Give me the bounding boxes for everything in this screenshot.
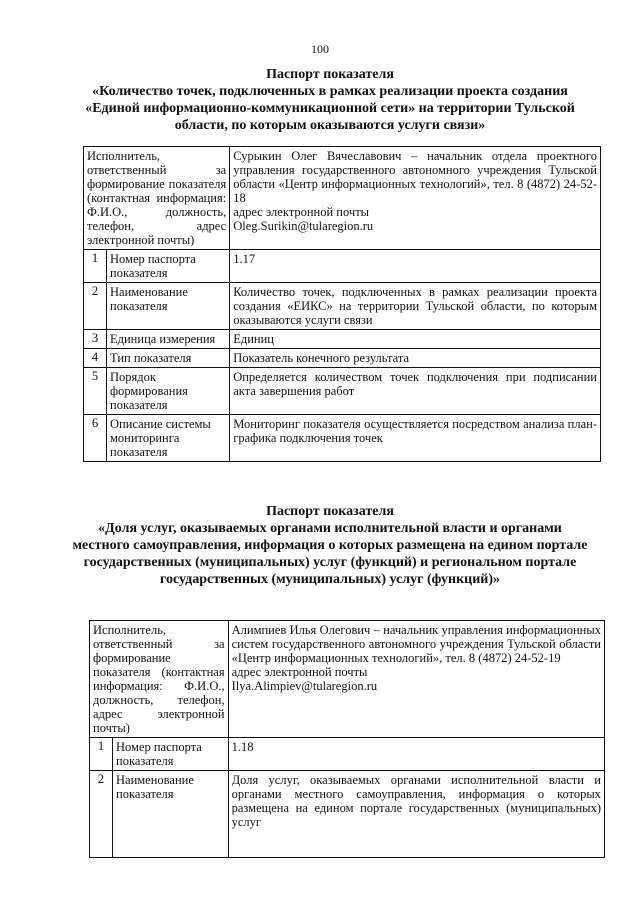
row-value: 1.18 <box>228 738 604 771</box>
executor-email: Ilya.Alimpiev@tularegion.ru <box>231 679 378 693</box>
row-label: Наименование показателя <box>113 771 229 858</box>
section1-title: Паспорт показателя <box>266 67 394 82</box>
passport-table-1 <box>83 146 601 462</box>
passport-table-2 <box>89 620 605 858</box>
section1-heading <box>70 66 590 134</box>
section2-heading <box>70 503 590 588</box>
table-row <box>84 250 601 283</box>
executor-value: Сурыкин Олег Вячеславович – начальник отдела проектного управления государственного автономного учреждения Тульской области «Центр информационных технологий», тел. 8 (4872) 24-52-18 <box>233 149 597 205</box>
table-row <box>90 738 605 771</box>
row-label: Порядок формирования показателя <box>107 368 230 415</box>
row-number: 1 <box>90 738 113 771</box>
table-row <box>84 349 601 368</box>
executor-email: Oleg.Surikin@tularegion.ru <box>233 219 374 233</box>
row-label: Номер паспорта показателя <box>107 250 230 283</box>
section2-title: Паспорт показателя <box>266 504 394 519</box>
executor-row <box>84 147 601 250</box>
executor-email-label: адрес электронной почты <box>233 205 370 219</box>
section1-subtitle: «Количество точек, подключенных в рамках реализации проекта создания «Единой информационно-коммуникационной сети» на территории Тульской области, по которым оказываются услуги связи» <box>85 84 575 133</box>
executor-cell <box>228 621 604 738</box>
row-value: Показатель конечного результата <box>230 349 601 368</box>
row-value: Единиц <box>230 330 601 349</box>
row-value: Определяется количеством точек подключения при подписании акта завершения работ <box>230 368 601 415</box>
table-row <box>84 283 601 330</box>
row-value: Мониторинг показателя осуществляется посредством анализа план-графика подключения точек <box>230 415 601 462</box>
executor-row <box>90 621 605 738</box>
row-number: 5 <box>84 368 107 415</box>
executor-email-label: адрес электронной почты <box>231 665 368 679</box>
row-value-cell <box>228 771 604 858</box>
executor-cell <box>230 147 601 250</box>
table-row <box>84 330 601 349</box>
row-number: 1 <box>84 250 107 283</box>
page-number: 100 <box>311 42 329 56</box>
row-number: 2 <box>84 283 107 330</box>
section2-subtitle: «Доля услуг, оказываемых органами исполнительной власти и органами местного самоуправления, информация о которых размещена на едином портале государственных (муниципальных) услуг (функций) и региональном портале государственных (муниципальных) услуг (функций)» <box>72 521 588 587</box>
row-value: Доля услуг, оказываемых органами исполнительной власти и органами местного самоуправления, информация о которых размещена на едином портале государственных (муниципальных) услуг <box>231 773 601 829</box>
row-label: Единица измерения <box>107 330 230 349</box>
row-label: Описание системы мониторинга показателя <box>107 415 230 462</box>
row-label: Тип показателя <box>107 349 230 368</box>
table-row <box>84 368 601 415</box>
row-value: Количество точек, подключенных в рамках реализации проекта создания «ЕИКС» на территории Тульской области, по которым оказываются услуги связи <box>230 283 601 330</box>
row-label: Номер паспорта показателя <box>113 738 229 771</box>
row-label: Наименование показателя <box>107 283 230 330</box>
row-number: 4 <box>84 349 107 368</box>
row-number: 3 <box>84 330 107 349</box>
table-row <box>84 415 601 462</box>
executor-label: Исполнитель, ответственный за формирование показателя (контактная информация: Ф.И.О., должность, телефон, адрес электронной почты) <box>90 621 229 738</box>
executor-label: Исполнитель, ответственный за формирование показателя (контактная информация: Ф.И.О., должность, телефон, адрес электронной почты) <box>84 147 230 250</box>
row-value: 1.17 <box>230 250 601 283</box>
table-row <box>90 771 605 858</box>
row-number: 2 <box>90 771 113 858</box>
row-number: 6 <box>84 415 107 462</box>
executor-value: Алимпиев Илья Олегович – начальник управления информационных систем государственного автономного учреждения Тульской области «Центр информационных технологий», тел. 8 (4872) 24-52-19 <box>231 623 601 665</box>
